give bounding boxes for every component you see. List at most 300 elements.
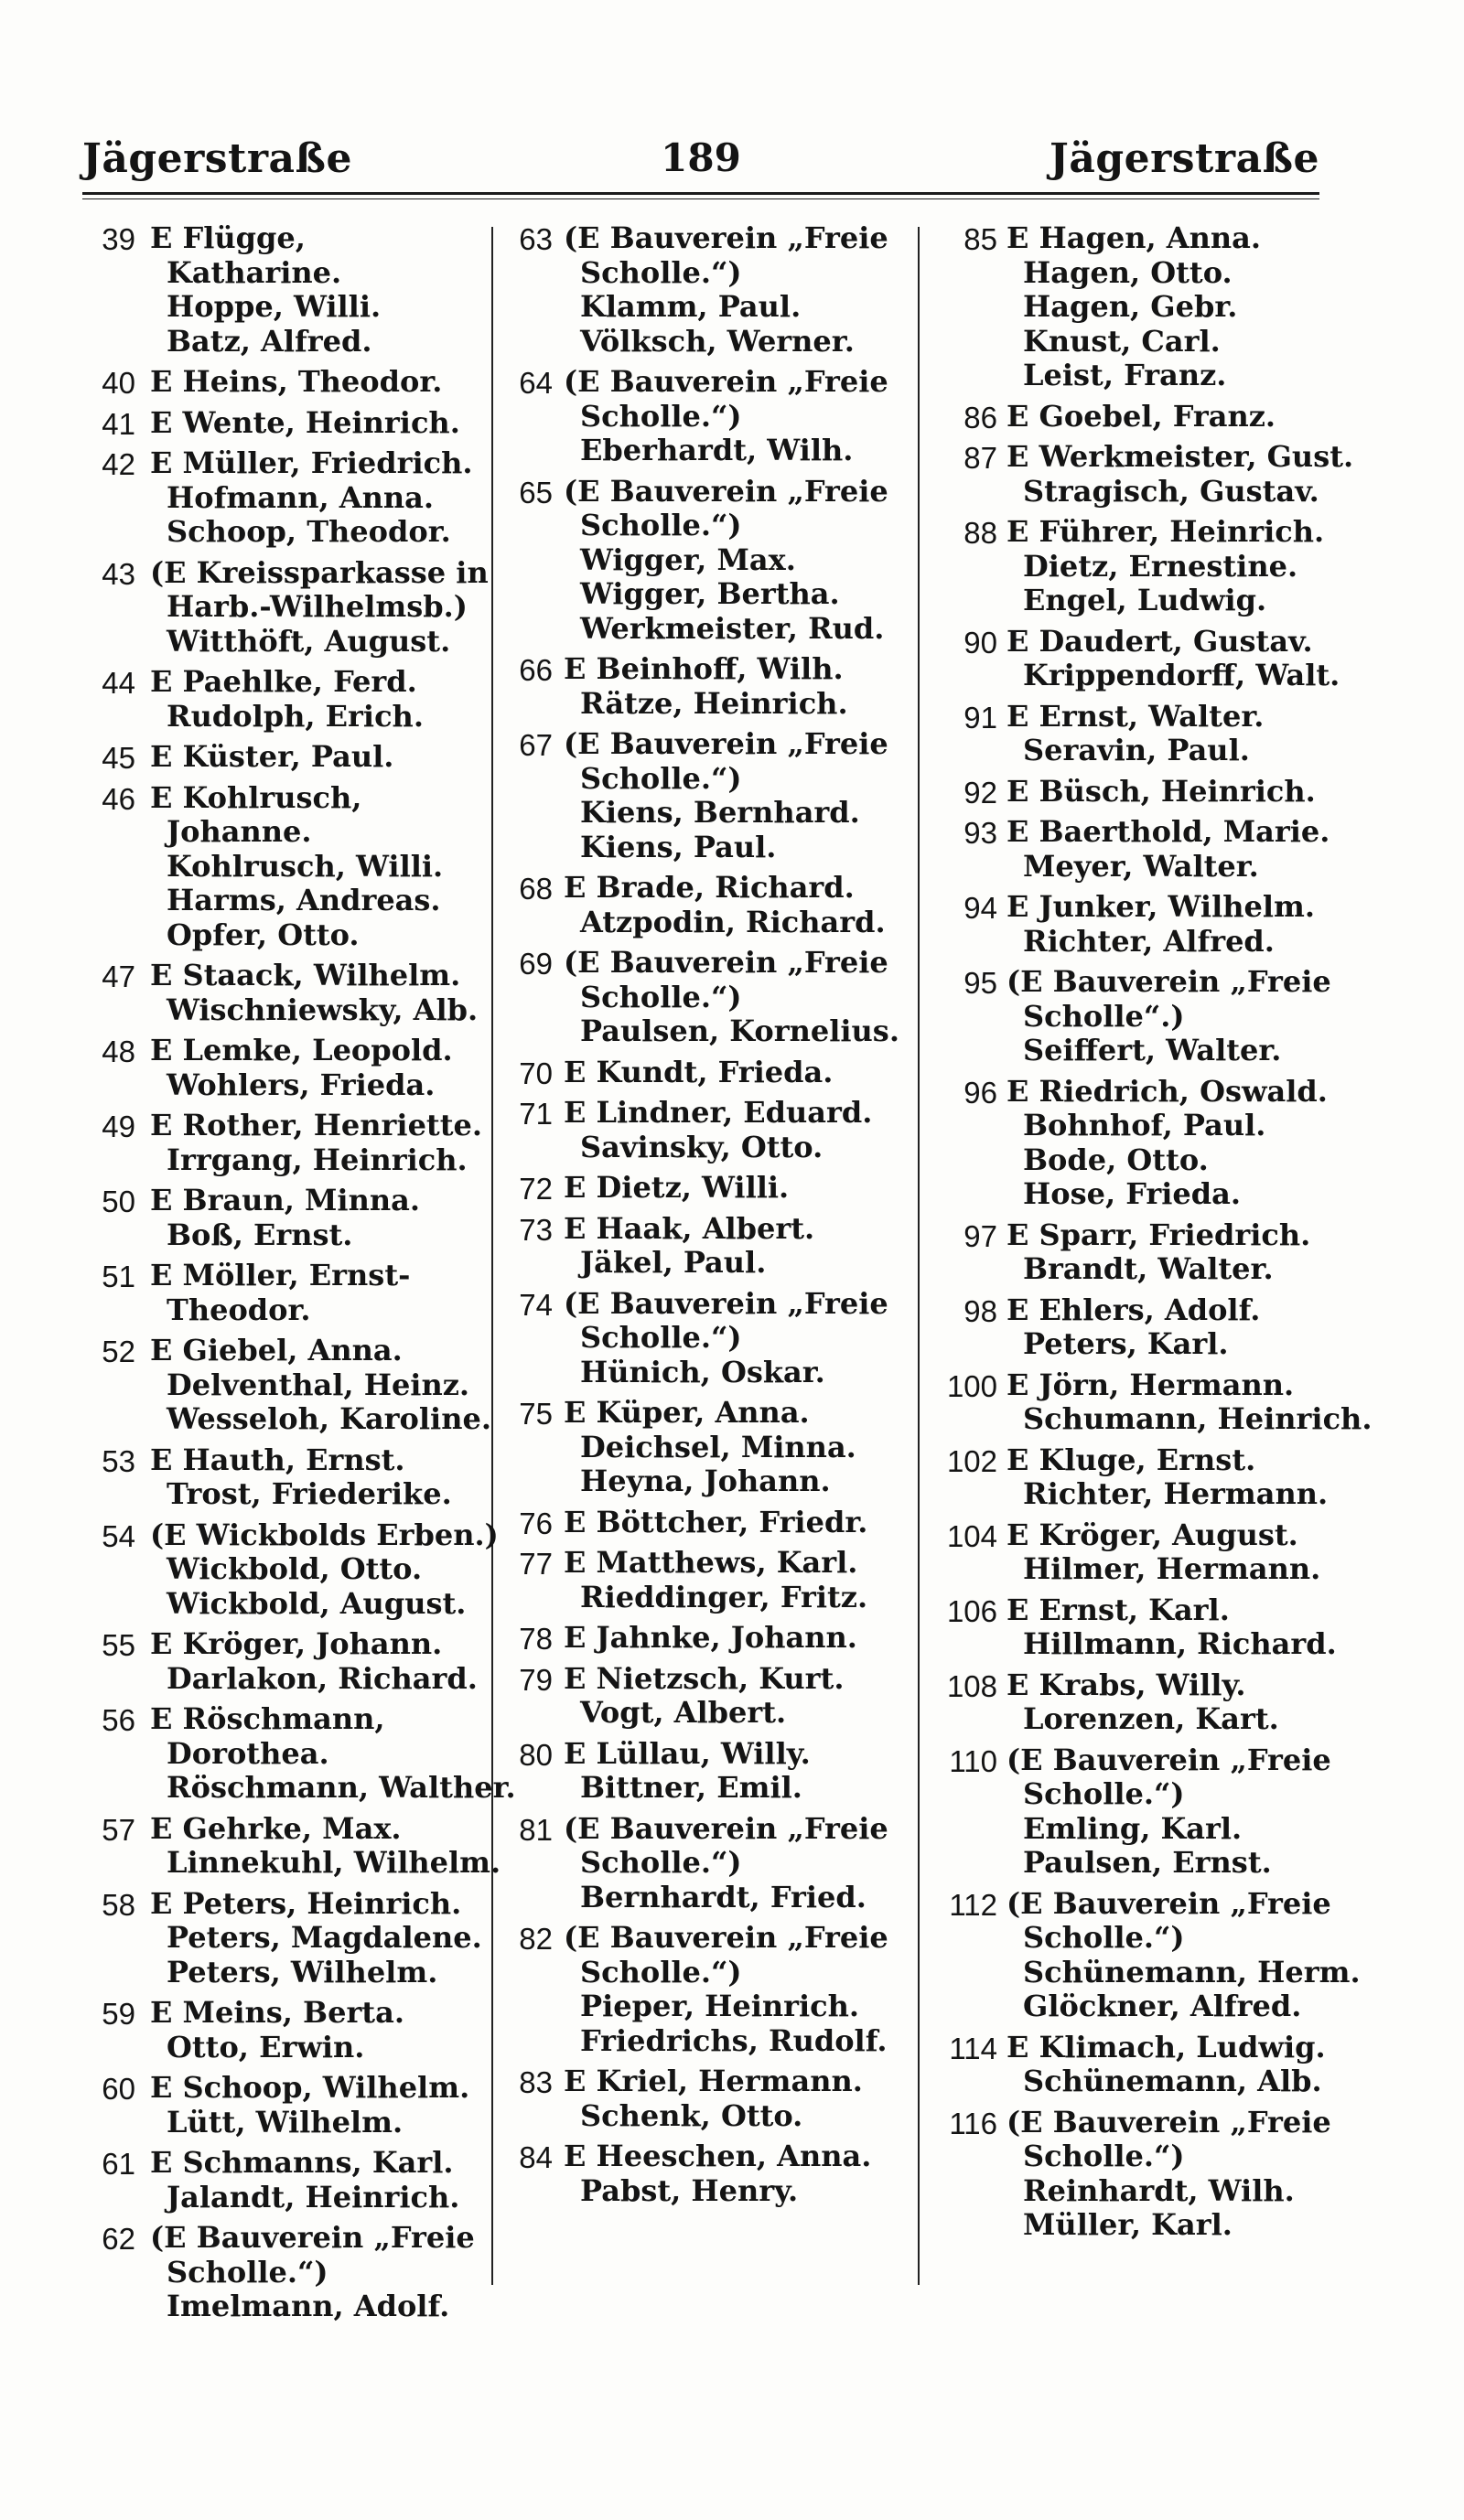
entry-owner-line: E Peters, Heinrich. [150, 1885, 462, 1921]
entry-owner-line: E Brade, Richard. [564, 870, 855, 905]
directory-entry [500, 1287, 913, 1390]
column-2 [500, 221, 913, 2214]
directory-entry [924, 700, 1329, 768]
house-number: 69 [519, 947, 553, 981]
house-number: 112 [949, 1887, 997, 1922]
entry-resident-line: Völksch, Werner. [580, 323, 855, 359]
entry-resident-line: Jalandt, Heinrich. [167, 2179, 460, 2214]
entry-resident-line: Richter, Alfred. [1023, 923, 1275, 959]
entry-resident-line: Scholle.“) [580, 979, 742, 1014]
entry-owner-line: (E Kreissparkasse in [150, 554, 489, 590]
entry-owner-line: E Meins, Berta. [150, 1995, 404, 2030]
house-number: 65 [519, 475, 553, 509]
entry-owner-line: (E Bauverein „Freie [564, 473, 888, 509]
entry-owner-line: E Heeschen, Anna. [564, 2139, 872, 2173]
entry-owner-line: E Wente, Heinrich. [150, 404, 460, 440]
house-number: 104 [946, 1518, 997, 1553]
directory-entry [500, 2139, 913, 2208]
directory-entry [79, 1996, 489, 2064]
column-3 [924, 220, 1372, 2249]
entry-resident-line: Wesseloh, Karoline. [167, 1401, 491, 1436]
entry-owner-line: E Ernst, Walter. [1006, 698, 1265, 734]
directory-entry [924, 221, 1329, 393]
house-number: 40 [102, 366, 135, 400]
entry-resident-line: Stragisch, Gustav. [1023, 473, 1319, 509]
entry-owner-line: E Sparr, Friedrich. [1006, 1217, 1311, 1252]
house-number: 75 [519, 1397, 553, 1431]
house-number: 51 [102, 1260, 135, 1293]
entry-owner-line: E Hagen, Anna. [1006, 220, 1262, 255]
house-number: 74 [519, 1287, 553, 1322]
house-number: 83 [519, 2065, 553, 2099]
entry-owner-line: E Dietz, Willi. [564, 1170, 790, 1205]
entry-owner-line: E Müller, Friedrich. [150, 445, 473, 480]
entry-resident-line: Röschmann, Walther. [167, 1770, 516, 1805]
column-divider-2 [918, 227, 920, 2285]
entry-resident-line: Reinhardt, Wilh. [1023, 2172, 1295, 2208]
house-number: 44 [102, 666, 135, 700]
entry-resident-line: Irrgang, Heinrich. [167, 1142, 468, 1177]
directory-entry [500, 1056, 913, 1090]
entry-resident-line: Pabst, Henry. [580, 2172, 799, 2208]
house-number: 88 [963, 516, 997, 550]
house-number: 90 [963, 625, 997, 659]
header-rule-thick [82, 192, 1319, 195]
entry-resident-line: Brandt, Walter. [1023, 1251, 1274, 1286]
entry-owner-line: E Schoop, Wilhelm. [150, 2070, 470, 2105]
directory-entry [79, 2146, 489, 2214]
entry-owner-line: E Braun, Minna. [150, 1183, 420, 1217]
house-number: 67 [519, 728, 553, 762]
house-number: 76 [519, 1506, 553, 1540]
entry-resident-line: Peters, Wilhelm. [167, 1954, 438, 1989]
entry-owner-line: E Böttcher, Friedr. [564, 1504, 868, 1539]
directory-entry [79, 221, 489, 359]
entry-resident-line: Opfer, Otto. [167, 917, 360, 952]
entry-resident-line: Schünemann, Herm. [1023, 1954, 1361, 1989]
entry-owner-line: E Kröger, Johann. [150, 1626, 443, 1661]
entry-owner-line: (E Bauverein „Freie [564, 220, 888, 255]
entry-resident-line: Meyer, Walter. [1023, 848, 1259, 884]
entry-resident-line: Lorenzen, Kart. [1023, 1701, 1279, 1736]
entry-resident-line: Johanne. [167, 814, 312, 849]
entry-owner-line: E Lindner, Eduard. [564, 1095, 873, 1130]
entry-resident-line: Delventhal, Heinz. [167, 1367, 470, 1402]
directory-entry [79, 2071, 489, 2139]
entry-resident-line: Bode, Otto. [1023, 1142, 1209, 1177]
entry-owner-line: E Haak, Albert. [564, 1210, 815, 1246]
entry-resident-line: Katharine. [167, 254, 342, 290]
entry-resident-line: Seravin, Paul. [1023, 733, 1250, 767]
entry-resident-line: Scholle.“) [1023, 1920, 1185, 1955]
directory-entry [924, 1075, 1329, 1212]
entry-resident-line: Harms, Andreas. [167, 883, 441, 917]
entry-owner-line: E Kundt, Frieda. [564, 1054, 834, 1089]
entry-owner-line: (E Bauverein „Freie [564, 945, 888, 980]
running-head-right: Jägerstraße [1050, 135, 1319, 182]
entry-resident-line: Friedrichs, Rudolf. [580, 2022, 888, 2058]
directory-entry [500, 2064, 913, 2133]
house-number: 116 [949, 2106, 997, 2140]
entry-owner-line: E Hauth, Ernst. [150, 1442, 405, 1477]
directory-entry [79, 665, 489, 734]
directory-entry [79, 1810, 501, 1881]
entry-resident-line: Hillmann, Richard. [1023, 1626, 1337, 1661]
entry-resident-line: Dietz, Ernestine. [1023, 548, 1298, 584]
directory-entry [79, 556, 489, 659]
directory-entry [79, 1334, 489, 1437]
directory-entry [924, 815, 1329, 884]
entry-owner-line: E Jahnke, Johann. [564, 1620, 857, 1655]
entry-owner-line: E Lemke, Leopold. [150, 1033, 453, 1067]
entry-resident-line: Scholle.“) [580, 254, 742, 290]
house-number: 100 [946, 1368, 997, 1403]
entry-resident-line: Wickbold, August. [167, 1585, 467, 1621]
entry-resident-line: Wickbold, Otto. [167, 1551, 423, 1586]
entry-resident-line: Hoppe, Willi. [167, 289, 382, 324]
house-number: 64 [519, 366, 553, 400]
directory-entry [500, 1171, 913, 1206]
directory-entry [924, 623, 1340, 693]
directory-entry [500, 1921, 913, 2058]
house-number: 45 [102, 741, 135, 775]
house-number: 87 [963, 441, 997, 475]
entry-owner-line: (E Wickbolds Erben.) [150, 1517, 499, 1552]
entry-owner-line: (E Bauverein „Freie [564, 1285, 888, 1321]
entry-resident-line: Scholle.“) [1023, 2139, 1185, 2173]
entry-resident-line: Wohlers, Frieda. [167, 1067, 436, 1102]
directory-entry [500, 652, 913, 721]
entry-resident-line: Paulsen, Kornelius. [580, 1013, 899, 1048]
directory-entry [924, 1668, 1329, 1737]
entry-resident-line: Hilmer, Hermann. [1023, 1551, 1321, 1586]
entry-resident-line: Boß, Ernst. [167, 1217, 353, 1252]
house-number: 73 [519, 1212, 553, 1247]
entry-resident-line: Glöckner, Alfred. [1023, 1989, 1302, 2023]
entry-resident-line: Kiens, Paul. [580, 829, 777, 864]
directory-entry [79, 1034, 489, 1102]
directory-entry [79, 1259, 489, 1327]
entry-owner-line: (E Bauverein „Freie [564, 1810, 888, 1846]
house-number: 46 [102, 781, 135, 816]
entry-resident-line: Rudolph, Erich. [167, 698, 424, 734]
house-number: 57 [102, 1812, 135, 1847]
directory-entry [79, 406, 489, 441]
directory-entry [500, 365, 913, 468]
entry-owner-line: E Riedrich, Oswald. [1006, 1073, 1328, 1109]
entry-resident-line: Kiens, Bernhard. [580, 795, 860, 830]
directory-entry [924, 1743, 1329, 1881]
entry-resident-line: Bernhardt, Fried. [580, 1879, 867, 1914]
directory-entry [500, 1396, 913, 1499]
directory-entry [79, 1701, 516, 1806]
house-number: 108 [946, 1668, 997, 1703]
house-number: 78 [519, 1622, 553, 1656]
directory-entry [500, 221, 913, 359]
directory-entry [924, 890, 1329, 959]
house-number: 42 [102, 447, 135, 481]
directory-entry [924, 1885, 1361, 2024]
entry-resident-line: Wischniewsky, Alb. [167, 992, 479, 1027]
entry-owner-line: E Matthews, Karl. [564, 1545, 858, 1580]
house-number: 52 [102, 1335, 135, 1368]
house-number: 53 [102, 1443, 135, 1478]
entry-resident-line: Eberhardt, Wilh. [580, 433, 854, 467]
directory-entry [500, 1621, 913, 1656]
entry-owner-line: E Flügge, [150, 220, 306, 255]
house-number: 39 [102, 222, 135, 256]
entry-resident-line: Scholle.“) [580, 760, 742, 796]
entry-resident-line: Müller, Karl. [1023, 2207, 1233, 2242]
house-number: 58 [102, 1887, 135, 1922]
entry-owner-line: E Kröger, August. [1006, 1517, 1298, 1552]
entry-owner-line: E Paehlke, Ferd. [150, 664, 417, 699]
entry-owner-line: (E Bauverein „Freie [564, 1920, 888, 1955]
entry-resident-line: Schumann, Heinrich. [1023, 1401, 1372, 1436]
entry-resident-line: Savinsky, Otto. [580, 1129, 824, 1164]
entry-resident-line: Engel, Ludwig. [1023, 583, 1267, 617]
entry-owner-line: E Rother, Henriette. [150, 1108, 482, 1142]
entry-resident-line: Lütt, Wilhelm. [167, 2104, 404, 2139]
house-number: 92 [963, 775, 997, 810]
house-number: 55 [102, 1628, 135, 1662]
entry-resident-line: Schünemann, Alb. [1023, 2064, 1322, 2098]
entry-resident-line: Otto, Erwin. [167, 2029, 365, 2064]
directory-entry [924, 2031, 1329, 2099]
directory-entry [79, 740, 489, 775]
entry-resident-line: Seiffert, Walter. [1023, 1033, 1282, 1067]
house-number: 43 [102, 556, 135, 591]
house-number: 81 [519, 1812, 553, 1847]
directory-entry [79, 1887, 489, 1990]
house-number: 48 [102, 1035, 135, 1068]
entry-resident-line: Schoop, Theodor. [167, 514, 451, 549]
entry-resident-line: Werkmeister, Rud. [580, 610, 885, 646]
house-number: 60 [102, 2072, 135, 2106]
directory-entry [79, 1627, 489, 1696]
directory-entry [500, 727, 913, 864]
house-number: 102 [946, 1443, 997, 1478]
entry-resident-line: Jäkel, Paul. [580, 1245, 767, 1280]
directory-entry [924, 1367, 1372, 1437]
house-number: 82 [519, 1922, 553, 1956]
house-number: 61 [102, 2147, 135, 2181]
entry-owner-line: E Lüllau, Willy. [564, 1735, 811, 1771]
entry-owner-line: E Ernst, Karl. [1006, 1592, 1230, 1627]
directory-entry [924, 1293, 1329, 1362]
entry-resident-line: Witthöft, August. [167, 623, 451, 659]
entry-resident-line: Bohnhof, Paul. [1023, 1108, 1266, 1142]
house-number: 84 [519, 2140, 553, 2174]
entry-owner-line: E Staack, Wilhelm. [150, 958, 461, 992]
entry-owner-line: E Heins, Theodor. [150, 364, 443, 399]
directory-entry [924, 1592, 1337, 1662]
house-number: 80 [519, 1737, 553, 1772]
directory-entry [500, 1737, 913, 1806]
entry-resident-line: Trost, Friederike. [167, 1476, 452, 1511]
entry-owner-line: E Gehrke, Max. [150, 1810, 402, 1846]
house-number: 77 [519, 1547, 553, 1581]
directory-entry [79, 1517, 499, 1622]
entry-resident-line: Linnekuhl, Wilhelm. [167, 1845, 501, 1880]
directory-entry [79, 959, 489, 1027]
entry-owner-line: (E Bauverein „Freie [1006, 964, 1331, 999]
house-number: 94 [963, 891, 997, 925]
entry-resident-line: Imelmann, Adolf. [167, 2289, 450, 2323]
directory-entry [79, 2221, 489, 2324]
entry-owner-line: E Schmanns, Karl. [150, 2145, 454, 2180]
entry-resident-line: Peters, Magdalene. [167, 1920, 482, 1955]
entry-resident-line: Hofmann, Anna. [167, 479, 434, 515]
house-number: 93 [963, 816, 997, 850]
house-number: 71 [519, 1097, 553, 1131]
entry-resident-line: Bittner, Emil. [580, 1770, 802, 1805]
house-number: 106 [946, 1593, 997, 1628]
house-number: 79 [519, 1662, 553, 1697]
entry-resident-line: Deichsel, Minna. [580, 1429, 856, 1464]
entry-resident-line: Scholle.“) [580, 1320, 742, 1355]
house-number: 85 [963, 222, 997, 256]
directory-entry [79, 1443, 489, 1512]
entry-owner-line: (E Bauverein „Freie [1006, 2104, 1331, 2139]
page-header [82, 135, 1319, 190]
house-number: 62 [102, 2222, 135, 2256]
house-number: 49 [102, 1110, 135, 1143]
running-head-left: Jägerstraße [82, 135, 352, 182]
entry-resident-line: Leist, Franz. [1023, 358, 1227, 392]
entry-resident-line: Schenk, Otto. [580, 2097, 803, 2133]
house-number: 114 [949, 2031, 997, 2065]
column-1 [79, 220, 516, 2331]
house-number: 96 [963, 1075, 997, 1110]
entry-owner-line: (E Bauverein „Freie [564, 364, 888, 399]
entry-owner-line: E Möller, Ernst- [150, 1258, 411, 1292]
entry-resident-line: Kohlrusch, Willi. [167, 848, 444, 884]
column-divider-1 [491, 227, 493, 2285]
directory-entry [500, 946, 913, 1049]
house-number: 54 [102, 1518, 135, 1553]
entry-owner-line: (E Bauverein „Freie [564, 726, 888, 761]
directory-entry [924, 400, 1329, 434]
entry-resident-line: Pieper, Heinrich. [580, 1989, 860, 2023]
entry-resident-line: Scholle.“) [580, 508, 742, 542]
entry-owner-line: E Baerthold, Marie. [1006, 814, 1330, 849]
entry-resident-line: Klamm, Paul. [580, 289, 802, 324]
entry-owner-line: (E Bauverein „Freie [1006, 1885, 1331, 1921]
entry-owner-line: E Küster, Paul. [150, 739, 394, 774]
entry-resident-line: Wigger, Bertha. [580, 576, 840, 611]
house-number: 97 [963, 1218, 997, 1253]
directory-entry [500, 1812, 913, 1915]
entry-resident-line: Hagen, Otto. [1023, 254, 1233, 290]
house-number: 95 [963, 966, 997, 1000]
directory-entry [79, 446, 489, 550]
entry-resident-line: Knust, Carl. [1023, 323, 1221, 359]
directory-entry [500, 1506, 913, 1540]
entry-resident-line: Harb.-Wilhelmsb.) [167, 589, 468, 624]
entry-resident-line: Scholle.“) [1023, 1776, 1185, 1811]
entry-owner-line: E Kohlrusch, [150, 779, 362, 815]
entry-owner-line: E Beinhoff, Wilh. [564, 651, 844, 686]
entry-owner-line: (E Bauverein „Freie [150, 2220, 475, 2255]
directory-entry [500, 1096, 913, 1164]
entry-owner-line: E Werkmeister, Gust. [1006, 439, 1354, 474]
entry-owner-line: E Daudert, Gustav. [1006, 623, 1313, 659]
house-number: 50 [102, 1185, 135, 1218]
directory-entry [924, 2106, 1329, 2243]
entry-resident-line: Rätze, Heinrich. [580, 685, 848, 721]
entry-resident-line: Atzpodin, Richard. [580, 904, 886, 939]
directory-entry [79, 1109, 489, 1177]
directory-entry [924, 1518, 1329, 1587]
entry-resident-line: Emling, Karl. [1023, 1810, 1243, 1846]
entry-owner-line: E Büsch, Heinrich. [1006, 773, 1316, 809]
house-number: 98 [963, 1293, 997, 1328]
house-number: 70 [519, 1056, 553, 1090]
entry-resident-line: Vogt, Albert. [580, 1695, 787, 1730]
house-number: 63 [519, 222, 553, 256]
entry-owner-line: E Kluge, Ernst. [1006, 1442, 1256, 1477]
directory-entry [924, 965, 1329, 1068]
entry-resident-line: Theodor. [167, 1292, 311, 1327]
directory-entry [924, 775, 1329, 810]
directory-entry [924, 515, 1329, 618]
house-number: 59 [102, 1997, 135, 2031]
house-number: 68 [519, 872, 553, 906]
directory-entry [79, 1184, 489, 1252]
entry-resident-line: Hagen, Gebr. [1023, 289, 1238, 324]
house-number: 72 [519, 1172, 553, 1206]
entry-resident-line: Richter, Hermann. [1023, 1476, 1329, 1511]
entry-owner-line: E Jörn, Hermann. [1006, 1367, 1295, 1402]
entry-owner-line: E Nietzsch, Kurt. [564, 1660, 845, 1696]
page-number: 189 [661, 135, 741, 180]
house-number: 56 [102, 1703, 135, 1737]
directory-entry [500, 1546, 913, 1614]
directory-entry [924, 439, 1354, 509]
entry-resident-line: Krippendorff, Walt. [1023, 658, 1340, 692]
entry-owner-line: E Goebel, Franz. [1006, 398, 1276, 434]
entry-resident-line: Heyna, Johann. [580, 1464, 831, 1498]
entry-resident-line: Scholle.“) [580, 398, 742, 434]
directory-entry [924, 1218, 1329, 1287]
house-number: 91 [963, 700, 997, 735]
entry-resident-line: Rieddinger, Fritz. [580, 1579, 868, 1614]
entry-resident-line: Batz, Alfred. [167, 323, 372, 359]
entry-resident-line: Peters, Karl. [1023, 1326, 1229, 1361]
house-number: 110 [949, 1743, 997, 1778]
entry-owner-line: E Klimach, Ludwig. [1006, 2029, 1326, 2064]
entry-resident-line: Paulsen, Ernst. [1023, 1845, 1272, 1880]
entry-resident-line: Hünich, Oskar. [580, 1354, 825, 1389]
directory-entry [924, 1443, 1329, 1512]
entry-resident-line: Scholle“.) [1023, 998, 1185, 1034]
entry-owner-line: E Ehlers, Adolf. [1006, 1292, 1261, 1327]
entry-owner-line: E Führer, Heinrich. [1006, 514, 1325, 549]
house-number: 41 [102, 406, 135, 441]
entry-resident-line: Scholle.“) [580, 1954, 742, 1989]
house-number: 66 [519, 653, 553, 687]
directory-entry [79, 365, 489, 400]
directory-entry [500, 1662, 913, 1731]
entry-resident-line: Dorothea. [167, 1735, 329, 1771]
entry-owner-line: E Röschmann, [150, 1701, 385, 1736]
directory-entry [500, 871, 913, 939]
entry-owner-line: E Krabs, Willy. [1006, 1667, 1246, 1702]
entry-owner-line: E Giebel, Anna. [150, 1333, 403, 1367]
entry-resident-line: Scholle.“) [167, 2254, 328, 2289]
entry-owner-line: (E Bauverein „Freie [1006, 1742, 1331, 1777]
